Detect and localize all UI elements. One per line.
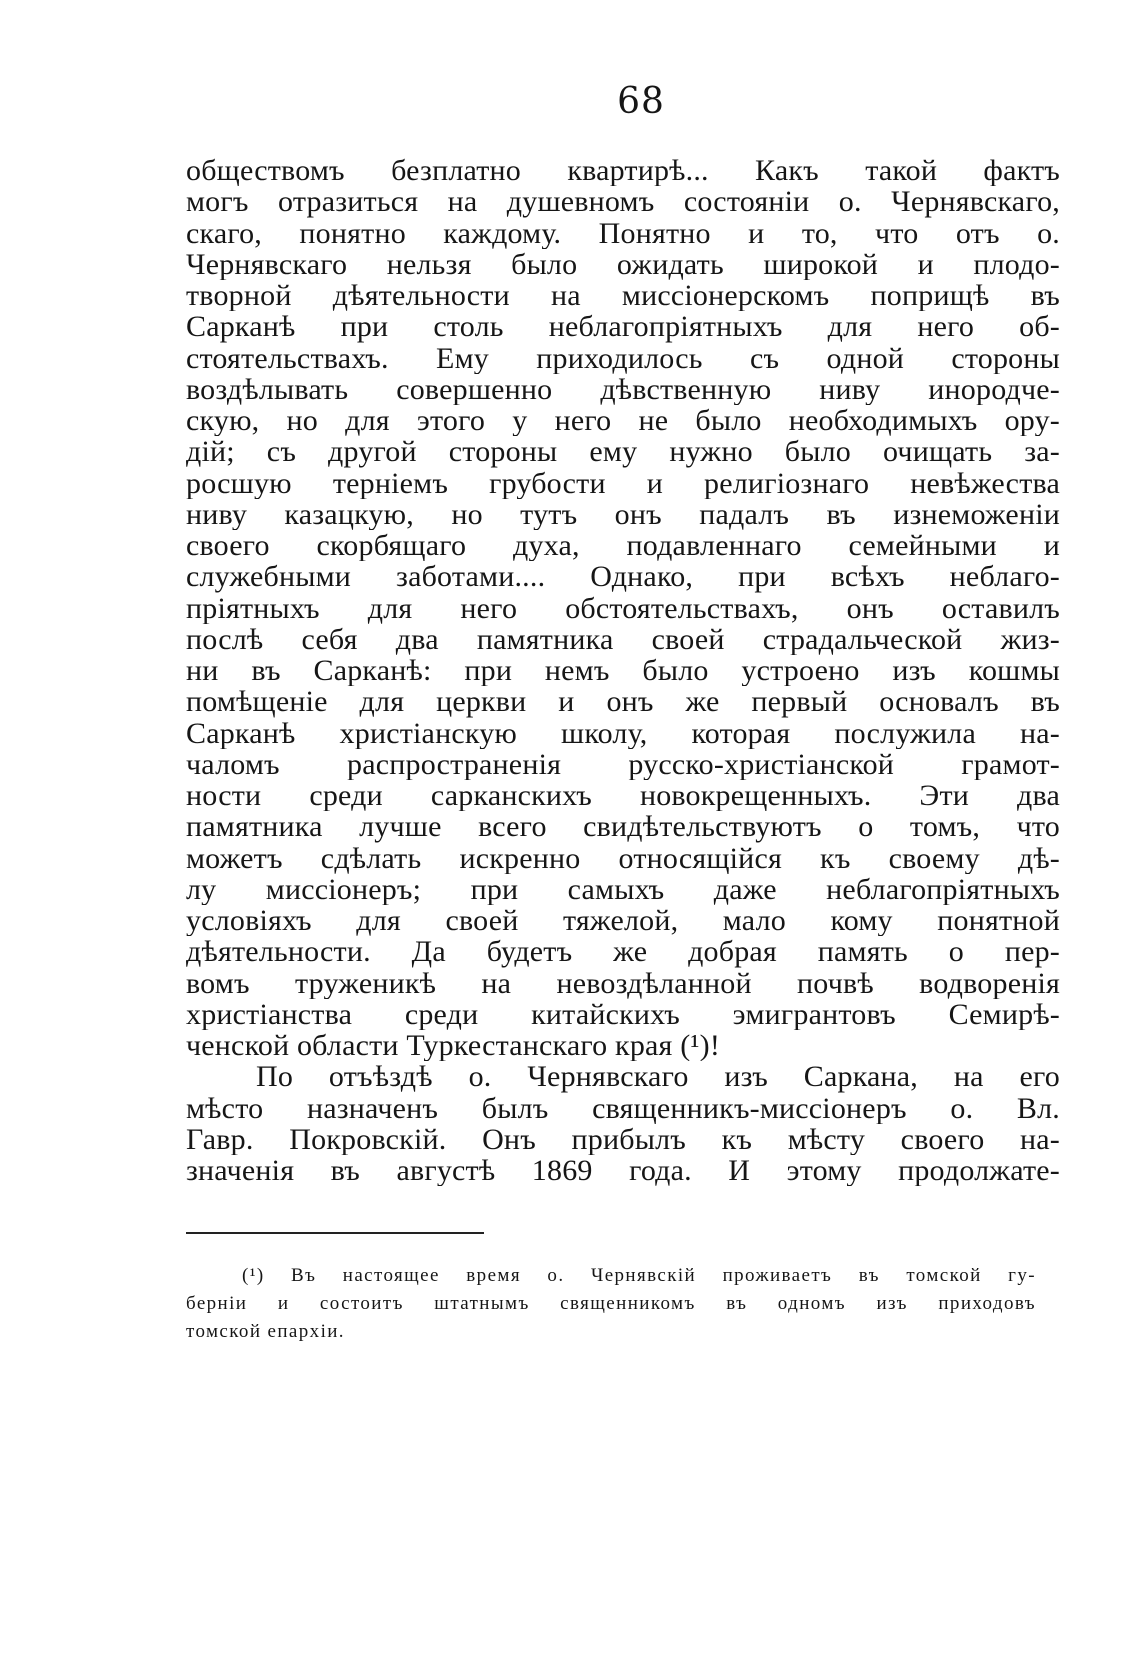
text-line: мѣсто назначенъ былъ священникъ-миссiонеръ о. Вл. — [186, 1092, 1060, 1124]
text-line: скаго, понятно каждому. Понятно и то, что отъ о. — [186, 217, 1060, 249]
text-line: ниву казацкую, но тутъ онъ падалъ въ изнеможенiи — [186, 498, 1060, 530]
text-line: Сарканѣ при столь неблагопрiятныхъ для него об- — [186, 311, 1060, 343]
text-line: дiй; съ другой стороны ему нужно было очищать за- — [186, 436, 1060, 468]
text-line: своего скорбящаго духа, подавленнаго семейными и — [186, 530, 1060, 562]
text-line: условiяхъ для своей тяжелой, мало кому понятной — [186, 905, 1060, 937]
text-line: помѣщенiе для церкви и онъ же первый основалъ въ — [186, 686, 1060, 718]
text-line: дѣятельности. Да будетъ же добрая память о пер- — [186, 936, 1060, 968]
text-line: памятника лучше всего свидѣтельствуютъ о томъ, что — [186, 811, 1060, 843]
footnote-line: бернiи и состоитъ штатнымъ священникомъ въ одномъ изъ приходовъ — [186, 1293, 1036, 1314]
text-line: вомъ труженикѣ на невоздѣланной почвѣ водворенiя — [186, 967, 1060, 999]
footnote-line: томской епархiи. — [186, 1321, 345, 1342]
paragraph-end-line: ченской области Туркестанскаго края (¹)! — [186, 1030, 721, 1062]
text-line: скую, но для этого у него не было необходимыхъ ору- — [186, 405, 1060, 437]
text-line: значенiя въ августѣ 1869 года. И этому продолжате- — [186, 1155, 1060, 1187]
page-number: 68 — [617, 81, 665, 122]
text-line: Гавр. Покровскiй. Онъ прибылъ къ мѣсту своего на- — [186, 1123, 1060, 1155]
footnote-line: (¹) Въ настоящее время о. Чернявскiй проживаетъ въ томской гу- — [242, 1265, 1036, 1286]
text-line: росшую тернiемъ грубости и религiознаго невѣжества — [186, 467, 1060, 499]
text-line: Сарканѣ христiанскую школу, которая послужила на- — [186, 717, 1060, 749]
text-line: могъ отразиться на душевномъ состоянiи о. Чернявскаго, — [186, 186, 1060, 218]
text-line: можетъ сдѣлать искренно относящiйся къ своему дѣ- — [186, 842, 1060, 874]
text-line: воздѣлывать совершенно дѣвственную ниву инородче- — [186, 373, 1060, 405]
text-line: ни въ Сарканѣ: при немъ было устроено изъ кошмы — [186, 655, 1060, 687]
text-line: христiанства среди китайскихъ эмигрантовъ Семирѣ- — [186, 998, 1060, 1030]
footnote — [186, 1262, 1036, 1346]
text-line: стоятельствахъ. Ему приходилось съ одной стороны — [186, 342, 1060, 374]
text-line: Чернявскаго нельзя было ожидать широкой и плодо- — [186, 248, 1060, 280]
footnote-rule — [186, 1232, 484, 1234]
text-line: обществомъ безплатно квартирѣ... Какъ такой фактъ — [186, 155, 1060, 187]
text-line: послѣ себя два памятника своей страдальческой жиз- — [186, 623, 1060, 655]
text-line: служебными заботами.... Однако, при всѣхъ неблаго- — [186, 561, 1060, 593]
text-line: творной дѣятельности на миссiонерскомъ поприщѣ въ — [186, 280, 1060, 312]
body-text — [186, 155, 1060, 1186]
text-line: прiятныхъ для него обстоятельствахъ, онъ оставилъ — [186, 592, 1060, 624]
text-line: лу миссiонеръ; при самыхъ даже неблагопрiятныхъ — [186, 873, 1060, 905]
paragraph-start-line: По отъѣздѣ о. Чернявскаго изъ Саркана, на его — [256, 1061, 1060, 1093]
text-line: чаломъ распространенiя русско-христiанской грамот- — [186, 748, 1060, 780]
text-line: ности среди сарканскихъ новокрещенныхъ. Эти два — [186, 780, 1060, 812]
